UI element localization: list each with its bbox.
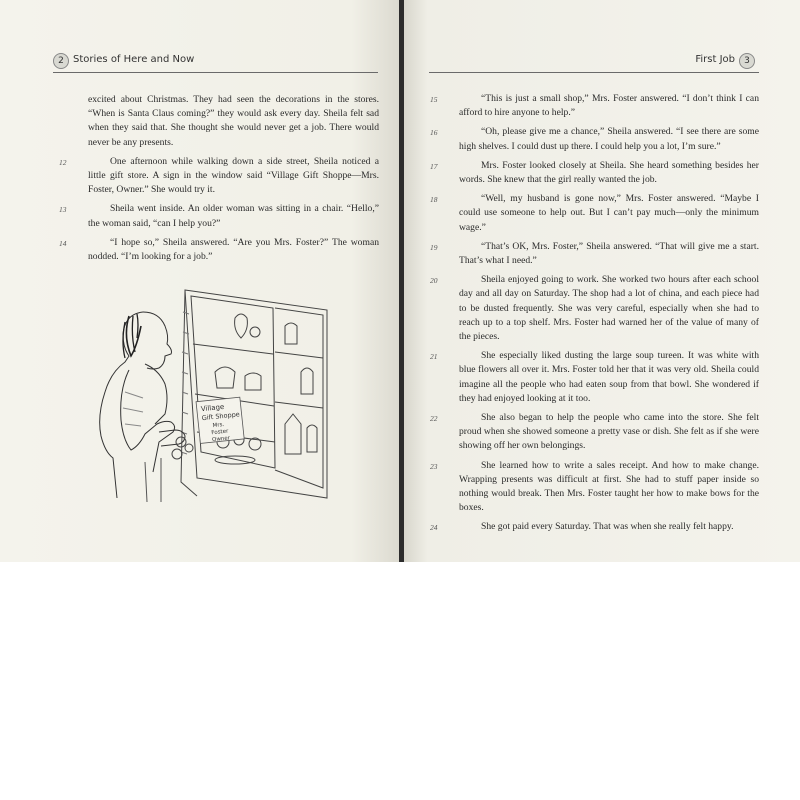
- paragraph-text: Mrs. Foster looked closely at Sheila. She heard something besides her words. She knew that the girl really wanted the job.: [459, 159, 759, 186]
- paragraph-number: 13: [59, 205, 67, 215]
- paragraph-text: One afternoon while walking down a side street, Sheila noticed a little gift store. A sign in the window said “Village Gift Shoppe—Mrs. Foster, Owner.” She would try it.: [88, 155, 379, 196]
- left-page: [0, 0, 399, 562]
- paragraph-22: [430, 411, 759, 454]
- paragraph-number: 17: [430, 161, 438, 171]
- right-page: [404, 0, 800, 562]
- paragraph-number: 22: [430, 414, 438, 424]
- paragraph-number: 20: [430, 276, 438, 286]
- paragraph-text: Sheila went inside. An older woman was sitting in a chair. “Hello,” the woman said, “can I help you?”: [88, 203, 379, 229]
- paragraph-text: “I hope so,” Sheila answered. “Are you Mrs. Foster?” The woman nodded. “I’m looking for a job.”: [88, 236, 379, 263]
- continued-paragraph: excited about Christmas. They had seen the decorations in the stores. “When is Santa Claus coming?” they would ask every day. Sheila felt sad when they said that. She thought she would never get a job. There would never be any presents.: [88, 94, 379, 148]
- sign-line-1: Village: [200, 402, 225, 414]
- paragraph-20: [430, 273, 759, 344]
- paragraph-text: “This is just a small shop,” Mrs. Foster answered. “I don’t think I can afford to hire anyone to help.”: [459, 93, 759, 119]
- paragraph-number: 15: [430, 95, 438, 104]
- paragraph-number: 12: [59, 157, 67, 167]
- paragraph-17: [430, 159, 759, 187]
- left-page-number: 2: [53, 53, 69, 69]
- paragraph-text: “That’s OK, Mrs. Foster,” Sheila answered. “That will give me a start. That’s what I need.”: [459, 240, 759, 267]
- left-text-column: [59, 93, 379, 269]
- paragraph-13: [59, 202, 379, 230]
- sign-line-5: Owner: [211, 435, 231, 444]
- sign-line-2: Gift Shoppe: [201, 410, 241, 423]
- paragraph-14: [59, 236, 379, 264]
- paragraph-number: 21: [430, 352, 438, 362]
- paragraph-12: [59, 155, 379, 198]
- paragraph-number: 16: [430, 128, 438, 138]
- paragraph-number: 23: [430, 461, 438, 471]
- paragraph-21: [430, 349, 759, 406]
- left-running-head: Stories of Here and Now: [73, 54, 195, 65]
- right-page-header: [429, 52, 759, 73]
- paragraph-number: 14: [59, 238, 67, 248]
- paragraph-number: 18: [430, 195, 438, 205]
- left-page-header: [53, 52, 378, 73]
- right-page-number: 3: [739, 53, 755, 69]
- paragraph-text: She got paid every Saturday. That was when she really felt happy.: [481, 521, 734, 533]
- paragraph-text: She learned how to write a sales receipt. And how to make change. Wrapping presents was difficult at first. She had to stuff paper inside so nothing would break. Then Mrs. Foster taught her how to make bows for the boxes.: [459, 459, 759, 514]
- sign-line-3: Mrs.: [212, 421, 225, 430]
- paragraph-number: 19: [430, 242, 438, 252]
- paragraph-text: Sheila enjoyed going to work. She worked two hours after each school day and all day on Saturday. The shop had a lot of china, and each piece had to be dusted frequently. She was very careful, especially when she had to reach up to a top shelf. Mrs. Foster had warned her of the value of many of the pieces.: [459, 274, 759, 343]
- paragraph-15: [430, 92, 759, 120]
- paragraph-18: [430, 192, 759, 235]
- paragraph-text: She especially liked dusting the large soup tureen. It was white with blue flowers all over it. Mrs. Foster told her that it was very old. Sheila could imagine all the people who had eaten soup from that bowl. She wondered if they had enjoyed looking at it too.: [459, 350, 759, 404]
- paragraph-23: [430, 459, 759, 516]
- sign-line-4: Foster: [211, 428, 229, 437]
- shop-window-sign: [196, 397, 244, 444]
- paragraph-19: [430, 240, 759, 268]
- paragraph-number: 24: [430, 523, 438, 533]
- paragraph-text: “Well, my husband is gone now,” Mrs. Foster answered. “Maybe I could use someone to help out. But I can’t pay much—only the minimum wage.”: [459, 193, 759, 233]
- paragraph-text: She also began to help the people who came into the store. She felt proud when she showed someone a pretty vase or dish. She felt as if she were showing off her own belongings.: [459, 412, 759, 452]
- paragraph-24: [430, 520, 759, 534]
- paragraph-text: “Oh, please give me a chance,” Sheila answered. “I see there are some high shelves. I could dust up there. I could help you a lot, I’m sure.”: [459, 126, 759, 152]
- paragraph-16: [430, 125, 759, 153]
- right-text-column: [430, 92, 759, 540]
- right-running-head: First Job: [695, 54, 735, 65]
- girl-at-shop-window-illustration: [85, 282, 340, 504]
